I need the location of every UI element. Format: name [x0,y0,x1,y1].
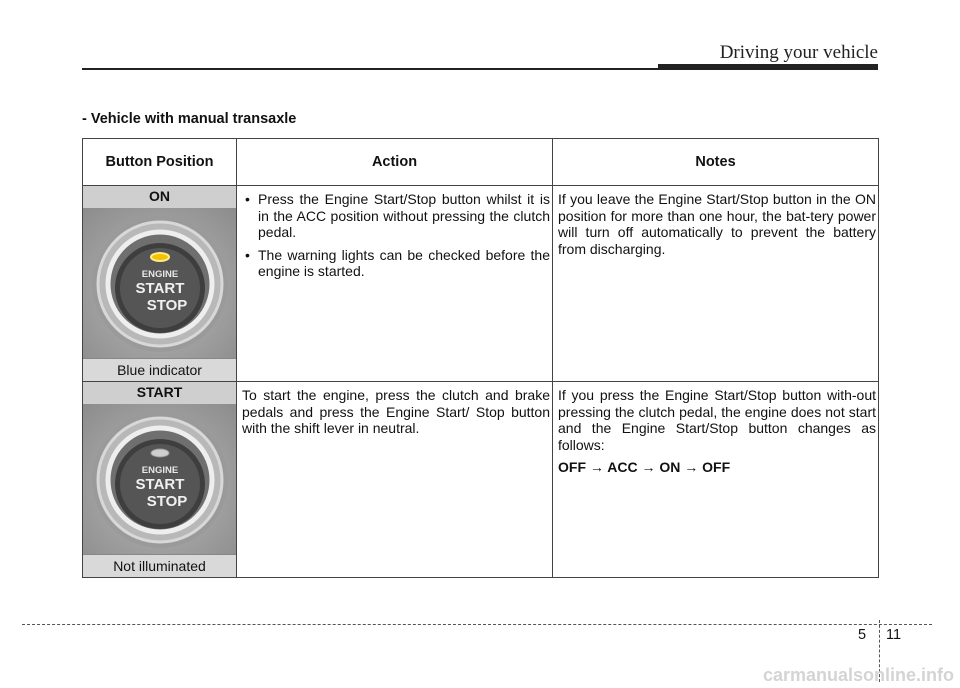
button-label-stop: STOP [146,493,188,510]
indicator-light [151,449,169,457]
image-caption: Not illuminated [83,554,236,577]
indicator-light [151,253,169,261]
engine-start-stop-button-image [83,208,236,358]
button-label-engine: ENGINE [141,269,179,280]
notes-cell-on [553,186,879,382]
bullet-mark: • [245,246,250,263]
action-bullet [242,191,550,241]
state-sequence: OFF → ACC → ON → OFF [558,459,731,475]
button-label-engine: ENGINE [141,465,179,476]
table-row-start [83,382,879,578]
button-position-table [82,138,879,578]
action-bullet [242,247,550,280]
footer-rule [22,624,932,625]
table-header-row [83,139,879,186]
button-label-start: START [135,280,185,297]
column-header-button-position: Button Position [83,139,237,186]
action-bullet-text: Press the Engine Start/Stop button whilst it is in the ACC position without pressing the clutch pedal. [258,191,550,240]
action-cell-start [237,382,553,578]
running-header-title: Driving your vehicle [719,42,878,63]
notes-text: If you leave the Engine Start/Stop button in the ON position for more than one hour, the bat-tery power will turn off automatically to prevent the battery from discharging. [558,191,876,257]
position-name: ON [83,186,236,208]
section-heading: - Vehicle with manual transaxle [82,111,297,127]
action-cell-on [237,186,553,382]
notes-text: If you press the Engine Start/Stop button with-out pressing the clutch pedal, the engine does not start and the Engine Start/Stop button changes as follows: [558,387,876,453]
column-header-action: Action [237,139,553,186]
image-caption: Blue indicator [83,358,236,381]
column-header-notes: Notes [553,139,879,186]
watermark: carmanualsonline.info [762,665,954,685]
position-cell-on [83,186,237,382]
page-number: 11 [886,627,902,643]
table-row-on [83,186,879,382]
position-name: START [83,382,236,404]
button-label-start: START [135,476,185,493]
notes-cell-start [553,382,879,578]
button-label-stop: STOP [146,297,188,314]
action-bullet-text: The warning lights can be checked before the engine is started. [258,246,550,279]
bullet-mark: • [245,191,250,207]
chapter-number: 5 [858,627,867,643]
action-text: To start the engine, press the clutch and brake pedals and press the Engine Start/ Stop button with the shift lever in neutral. [242,387,550,436]
engine-start-stop-button-image [83,404,236,554]
position-cell-start [83,382,237,578]
header-rule-accent [658,64,878,70]
